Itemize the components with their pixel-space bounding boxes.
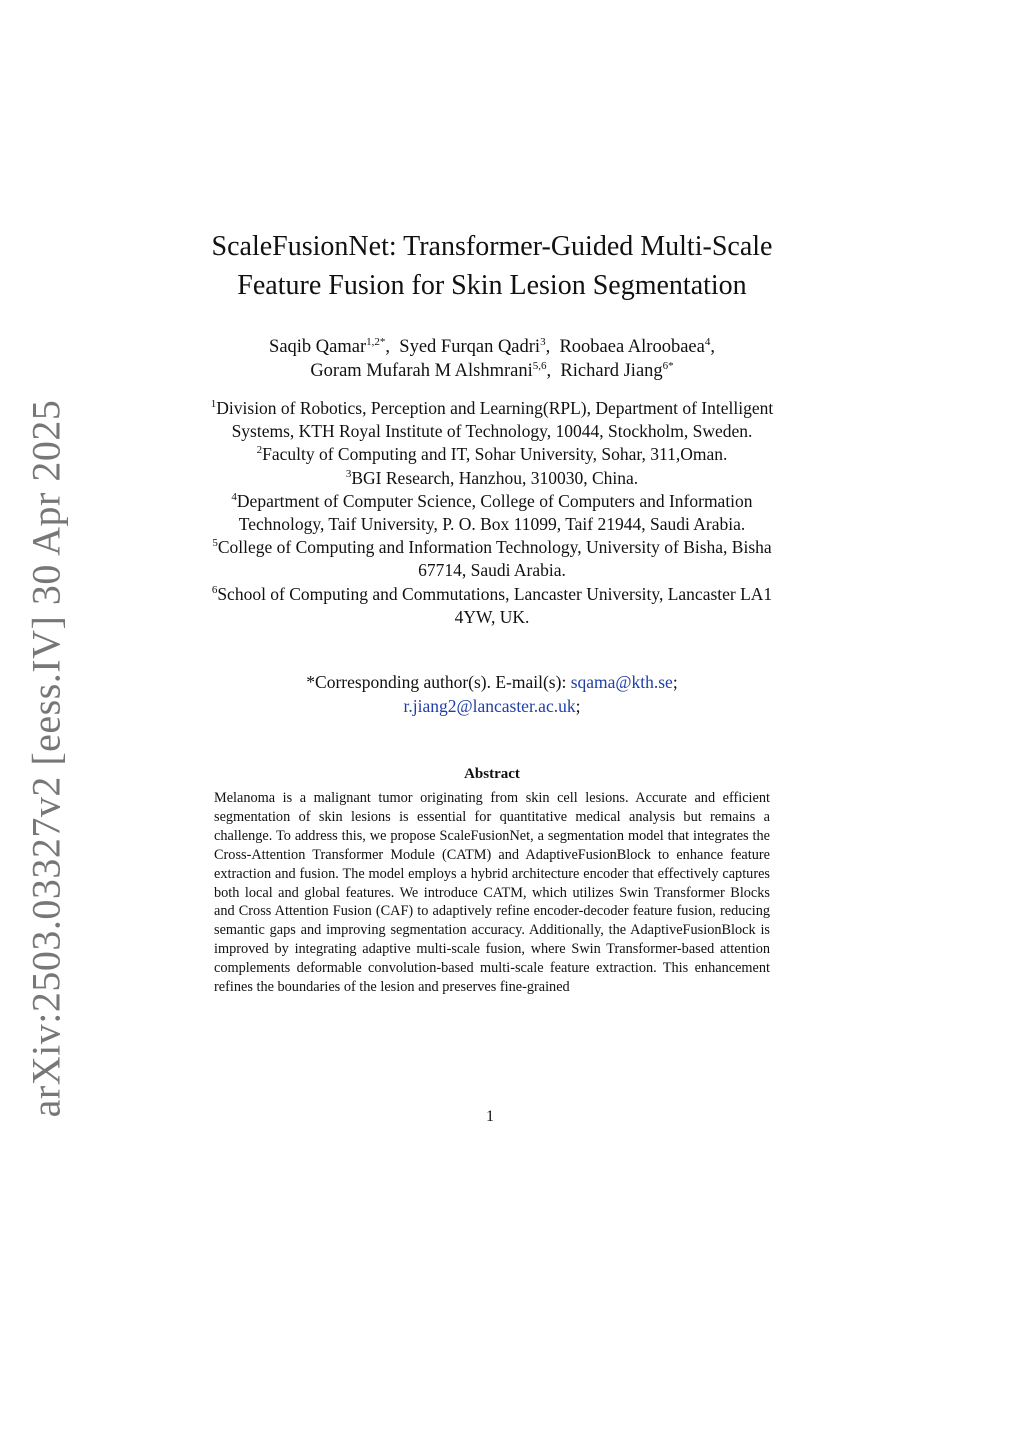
- author: [399, 337, 545, 357]
- title-line-1: ScaleFusionNet: Transformer-Guided Multi-Scale: [211, 231, 773, 262]
- author: [310, 361, 546, 381]
- corresponding-label: *Corresponding author(s). E-mail(s):: [306, 672, 571, 693]
- page-number: 1: [486, 1108, 494, 1125]
- affiliation: [196, 443, 788, 466]
- affiliation-number: 5: [212, 537, 218, 550]
- affiliation: [196, 536, 788, 582]
- author-separator: ,: [710, 337, 715, 357]
- author-name: Roobaea Alroobaea: [559, 337, 705, 357]
- paper-first-page: [196, 227, 788, 997]
- author-affiliation-mark: 4: [704, 335, 711, 348]
- author: [269, 337, 385, 357]
- affiliation-number: 2: [256, 444, 263, 457]
- author-list: [196, 335, 788, 383]
- affiliation-text: Department of Computer Science, College of Computers and Information Technology, Taif University, P. O. Box 11099, Taif 21944, Saudi Arabia.: [236, 490, 753, 535]
- corresponding-author-note: [196, 671, 788, 718]
- author: [560, 361, 673, 381]
- author-affiliation-mark: 3: [540, 335, 546, 348]
- affiliation: [196, 490, 788, 536]
- email-link-1[interactable]: sqama@kth.se: [570, 672, 673, 693]
- arxiv-sidebar-stamp: [8, 399, 84, 1117]
- affiliation-number: 3: [345, 467, 352, 480]
- affiliation: [196, 467, 788, 490]
- affiliation-text: School of Computing and Commutations, Lancaster University, Lancaster LA1 4YW, UK.: [217, 583, 773, 627]
- author-separator: ,: [545, 337, 560, 357]
- affiliation-number: 4: [231, 490, 237, 503]
- title-line-2: Feature Fusion for Skin Lesion Segmentation: [237, 270, 747, 301]
- email-separator: ;: [672, 672, 678, 693]
- author-name: Richard Jiang: [560, 361, 663, 381]
- paper-title: [196, 227, 788, 305]
- abstract-heading: Abstract: [464, 766, 520, 783]
- author-affiliation-mark: 1,2*: [366, 335, 386, 348]
- affiliation-number: 1: [210, 398, 217, 411]
- abstract-section: [214, 766, 770, 997]
- affiliation-number: 6: [211, 583, 218, 596]
- affiliation: [196, 397, 788, 443]
- author-separator: ,: [385, 337, 400, 357]
- author-name: Saqib Qamar: [269, 337, 367, 357]
- author-affiliation-mark: 5,6: [532, 359, 547, 372]
- arxiv-identifier: arXiv:2503.03327v2 [eess.IV] 30 Apr 2025: [23, 399, 69, 1117]
- email-separator: ;: [575, 695, 581, 716]
- author-separator: ,: [546, 361, 561, 381]
- author-name: Syed Furqan Qadri: [399, 337, 541, 357]
- author-affiliation-mark: 6*: [662, 359, 674, 372]
- author: [559, 337, 710, 357]
- email-link-2[interactable]: r.jiang2@lancaster.ac.uk: [403, 695, 576, 716]
- affiliation-text: BGI Research, Hanzhou, 310030, China.: [351, 467, 639, 488]
- affiliation-text: Division of Robotics, Perception and Learning(RPL), Department of Intelligent Systems, KTH Royal Institute of Technology, 10044, Stockholm, Sweden.: [216, 398, 774, 442]
- affiliation-text: College of Computing and Information Technology, University of Bisha, Bisha 67714, Saudi Arabia.: [217, 537, 772, 581]
- author-name: Goram Mufarah M Alshmrani: [310, 361, 533, 381]
- affiliation: [196, 583, 788, 629]
- abstract-body: Melanoma is a malignant tumor originating from skin cell lesions. Accurate and efficient segmentation of skin lesions is essential for quantitative medical analysis but remains a challenge. To address this, we propose ScaleFusionNet, a segmentation model that integrates the Cross-Attention Transformer Module (CATM) and AdaptiveFusionBlock to enhance feature extraction and fusion. The model employs a hybrid architecture encoder that effectively captures both local and global features. We introduce CATM, which utilizes Swin Transformer Blocks and Cross Attention Fusion (CAF) to adaptively refine encoder-decoder feature fusion, reducing semantic gaps and improving segmentation accuracy. Additionally, the AdaptiveFusionBlock is improved by integrating adaptive multi-scale fusion, where Swin Transformer-based attention complements deformable convolution-based multi-scale feature extraction. This enhancement refines the boundaries of the lesion and preserves fine-grained: [214, 790, 770, 996]
- affiliation-text: Faculty of Computing and IT, Sohar University, Sohar, 311,Oman.: [262, 444, 728, 465]
- affiliation-list: [196, 397, 788, 629]
